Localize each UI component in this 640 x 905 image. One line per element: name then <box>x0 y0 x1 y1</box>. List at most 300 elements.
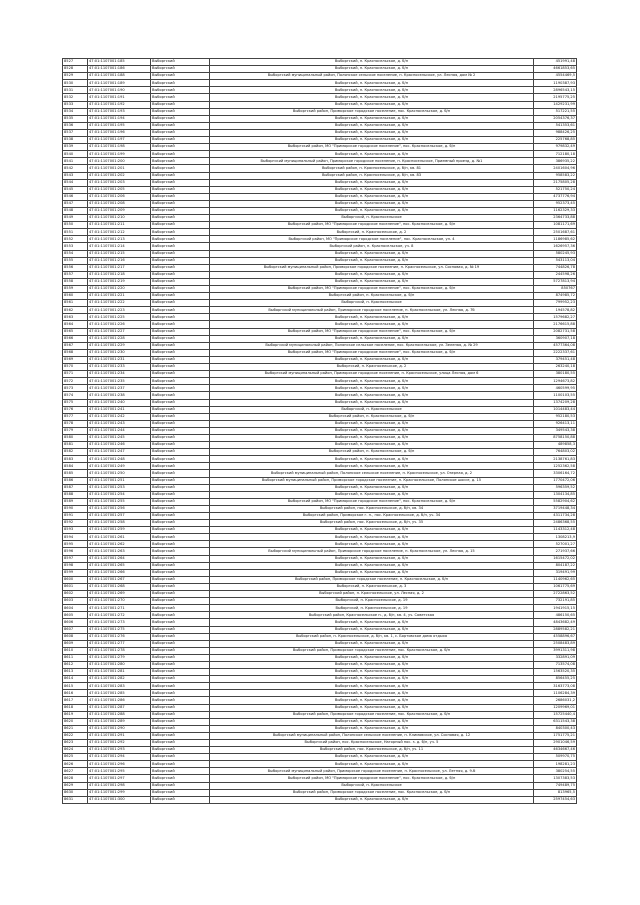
district-name: Выборгский <box>151 286 210 293</box>
cadastral-number: 47:01:1107001:198 <box>88 144 151 151</box>
cadastral-number: 47:01:1107001:283 <box>88 683 151 690</box>
cadastral-value: 4843682,49 <box>534 619 577 626</box>
address: Выборгский район, Приморское городское поселение, пос. Красносельское, д. б/н <box>210 789 534 796</box>
address: Выборгский, п. Красносельское, д. б/н <box>210 151 534 158</box>
cadastral-value: 1307383,53 <box>534 775 577 782</box>
cadastral-value: 952180,53 <box>534 413 577 420</box>
address: Выборгский муниципальный район, Полянское сельское поселение, п. Красносельское, ул. Озерная, д. 2 <box>210 470 534 477</box>
district-name: Выборгский <box>151 520 210 527</box>
table-row <box>63 335 577 342</box>
row-number: 8625 <box>63 754 88 761</box>
table-row <box>63 257 577 264</box>
cadastral-value: 527001,27 <box>534 541 577 548</box>
cadastral-number: 47:01:1107001:288 <box>88 711 151 718</box>
row-number: 8592 <box>63 520 88 527</box>
address: Выборгский район, п. Красносельское, д. б/н <box>210 293 534 300</box>
row-number: 8618 <box>63 704 88 711</box>
district-name: Выборгский <box>151 243 210 250</box>
cadastral-value: 1081171,69 <box>534 222 577 229</box>
row-number: 8540 <box>63 151 88 158</box>
row-number: 8600 <box>63 576 88 583</box>
cadastral-number: 47:01:1107001:247 <box>88 449 151 456</box>
cadastral-value: 1429231,99 <box>534 101 577 108</box>
cadastral-number: 47:01:1107001:191 <box>88 94 151 101</box>
address: Выборгский, п. Красносельское, д. 2 <box>210 229 534 236</box>
row-number: 8597 <box>63 555 88 562</box>
cadastral-value: 380254,55 <box>534 768 577 775</box>
address: Выборгский, п. Красносельское, д. б/н <box>210 491 534 498</box>
cadastral-number: 47:01:1107001:291 <box>88 732 151 739</box>
row-number: 8593 <box>63 527 88 534</box>
table-row <box>63 286 577 293</box>
cadastral-value: 732191,85 <box>534 598 577 605</box>
district-name: Выборгский <box>151 754 210 761</box>
row-number: 8558 <box>63 278 88 285</box>
district-name: Выборгский <box>151 399 210 406</box>
row-number: 8591 <box>63 513 88 520</box>
cadastral-number: 47:01:1107001:212 <box>88 229 151 236</box>
row-number: 8613 <box>63 669 88 676</box>
cadastral-value: 2222337,61 <box>534 349 577 356</box>
cadastral-value: 225768,85 <box>534 137 577 144</box>
address: Выборгский, п. Красносельское, д. б/н <box>210 66 534 73</box>
district-name: Выборгский <box>151 129 210 136</box>
row-number: 8604 <box>63 605 88 612</box>
cadastral-value: 3306164,72 <box>534 470 577 477</box>
cadastral-number: 47:01:1107001:293 <box>88 747 151 754</box>
district-name: Выборгский <box>151 470 210 477</box>
district-name: Выборгский <box>151 626 210 633</box>
address: Выборгский, п. Красносельское, д. б/н <box>210 392 534 399</box>
row-number: 8585 <box>63 470 88 477</box>
cadastral-value: 874985,72 <box>534 293 577 300</box>
row-number: 8557 <box>63 271 88 278</box>
address: Выборгский, п. Красносельское, д. б/н <box>210 314 534 321</box>
row-number: 8582 <box>63 449 88 456</box>
address: Выборгский муниципальный район, Полянское сельское поселение, п. Красносельское, ул. Лесная, дом № 2 <box>210 73 534 80</box>
cadastral-number: 47:01:1107001:189 <box>88 80 151 87</box>
cadastral-number: 47:01:1107001:258 <box>88 520 151 527</box>
cadastral-value: 509970,75 <box>534 754 577 761</box>
cadastral-number: 47:01:1107001:263 <box>88 548 151 555</box>
cadastral-number: 47:01:1107001:200 <box>88 158 151 165</box>
table-body <box>63 59 577 804</box>
cadastral-value: 1751775,21 <box>534 732 577 739</box>
row-number: 8605 <box>63 612 88 619</box>
district-name: Выборгский <box>151 151 210 158</box>
cadastral-value: 958583,22 <box>534 172 577 179</box>
district-name: Выборгский <box>151 200 210 207</box>
cadastral-value: 4661853,65 <box>534 66 577 73</box>
table-row <box>63 151 577 158</box>
cadastral-value: 3163773,08 <box>534 683 577 690</box>
cadastral-number: 47:01:1107001:235 <box>88 378 151 385</box>
cadastral-number: 47:01:1107001:276 <box>88 633 151 640</box>
row-number: 8595 <box>63 541 88 548</box>
cadastral-value: 1563520,35 <box>534 669 577 676</box>
cadastral-value: 1190387,93 <box>534 80 577 87</box>
address: Выборгский, п. Красносельское, д. б/н <box>210 697 534 704</box>
table-row <box>63 222 577 229</box>
row-number: 8621 <box>63 725 88 732</box>
address: Выборгский район, МО "Приморское городское поселение", пос. Красносельское, д. б/н <box>210 775 534 782</box>
cadastral-number: 47:01:1107001:271 <box>88 605 151 612</box>
row-number: 8602 <box>63 591 88 598</box>
cadastral-number: 47:01:1107001:233 <box>88 364 151 371</box>
cadastral-value: 2401604,96 <box>534 165 577 172</box>
table-row <box>63 477 577 484</box>
row-number: 8589 <box>63 498 88 505</box>
district-name: Выборгский <box>151 257 210 264</box>
cadastral-value: 1014483,44 <box>534 406 577 413</box>
table-row <box>63 122 577 129</box>
cadastral-value: 489858,3 <box>534 442 577 449</box>
table-row <box>63 144 577 151</box>
cadastral-number: 47:01:1107001:278 <box>88 647 151 654</box>
table-row <box>63 264 577 271</box>
table-row <box>63 243 577 250</box>
table-row <box>63 647 577 654</box>
table-row <box>63 406 577 413</box>
row-number: 8628 <box>63 775 88 782</box>
district-name: Выборгский <box>151 229 210 236</box>
cadastral-number: 47:01:1107001:261 <box>88 534 151 541</box>
table-row <box>63 236 577 243</box>
table-row <box>63 654 577 661</box>
cadastral-value: 1308213,9 <box>534 534 577 541</box>
cadastral-value: 319491,99 <box>534 569 577 576</box>
district-name: Выборгский <box>151 427 210 434</box>
cadastral-value: 1626957,36 <box>534 243 577 250</box>
row-number: 8608 <box>63 633 88 640</box>
cadastral-value: 486150,65 <box>534 612 577 619</box>
cadastral-value: 2889582,21 <box>534 626 577 633</box>
district-name: Выборгский <box>151 271 210 278</box>
district-name: Выборгский <box>151 690 210 697</box>
cadastral-number: 47:01:1107001:277 <box>88 640 151 647</box>
row-number: 8530 <box>63 80 88 87</box>
cadastral-number: 47:01:1107001:299 <box>88 789 151 796</box>
cadastral-number: 47:01:1107001:229 <box>88 342 151 349</box>
cadastral-number: 47:01:1107001:292 <box>88 740 151 747</box>
row-number: 8536 <box>63 122 88 129</box>
address: Выборгский район, МО "Приморское городское поселение", пос. Красносельское, д. б/н <box>210 286 534 293</box>
address: Выборгский, п. Красносельское, д. б/н <box>210 378 534 385</box>
cadastral-number: 47:01:1107001:185 <box>88 59 151 66</box>
cadastral-value: 1140962,65 <box>534 576 577 583</box>
table-row <box>63 80 577 87</box>
cadastral-number: 47:01:1107001:220 <box>88 286 151 293</box>
row-number: 8596 <box>63 548 88 555</box>
table-row <box>63 491 577 498</box>
table-row <box>63 541 577 548</box>
table-row <box>63 711 577 718</box>
row-number: 8553 <box>63 243 88 250</box>
district-name: Выборгский <box>151 179 210 186</box>
district-name: Выборгский <box>151 158 210 165</box>
table-row <box>63 193 577 200</box>
row-number: 8578 <box>63 420 88 427</box>
cadastral-value: 926413,11 <box>534 420 577 427</box>
row-number: 8570 <box>63 364 88 371</box>
row-number: 8544 <box>63 179 88 186</box>
table-row <box>63 789 577 796</box>
district-name: Выборгский <box>151 484 210 491</box>
address: Выборгский муниципальный район, Полянское сельское поселение, пос. Красносельское, ул. Зеленая, д. № 29 <box>210 342 534 349</box>
address: Выборгский муниципальный район, Приморское городское поселение, п. Красносельское, ул. Лесная, д. 15 <box>210 548 534 555</box>
district-name: Выборгский <box>151 725 210 732</box>
table-row <box>63 115 577 122</box>
cadastral-value: 1615472,02 <box>534 555 577 562</box>
table-row <box>63 718 577 725</box>
table-row <box>63 562 577 569</box>
address: Выборгский муниципальный район, Приморское городское поселение, п. Красносельское, ул. Сосновая, д. № 19 <box>210 264 534 271</box>
row-number: 8568 <box>63 349 88 356</box>
district-name: Выборгский <box>151 144 210 151</box>
row-number: 8551 <box>63 229 88 236</box>
row-number: 8603 <box>63 598 88 605</box>
table-row <box>63 94 577 101</box>
district-name: Выборгский <box>151 633 210 640</box>
cadastral-number: 47:01:1107001:228 <box>88 335 151 342</box>
district-name: Выборгский <box>151 293 210 300</box>
table-row <box>63 612 577 619</box>
address: Выборгский, п. Красносельское, д. б/н <box>210 101 534 108</box>
cadastral-value: 360907,18 <box>534 335 577 342</box>
row-number: 8627 <box>63 768 88 775</box>
address: Выборгский район, п. Красносельское, д. б/н, кв. 81 <box>210 165 534 172</box>
table-row <box>63 413 577 420</box>
address: Выборгский, п. Красносельское, д. б/н <box>210 754 534 761</box>
row-number: 8555 <box>63 257 88 264</box>
cadastral-value: 2138761,83 <box>534 456 577 463</box>
cadastral-number: 47:01:1107001:298 <box>88 782 151 789</box>
table-row <box>63 392 577 399</box>
cadastral-value: 2597454,63 <box>534 796 577 803</box>
row-number: 8566 <box>63 335 88 342</box>
table-row <box>63 669 577 676</box>
address: Выборгский, п. Красносельское, д. б/н <box>210 626 534 633</box>
row-number: 8584 <box>63 463 88 470</box>
cadastral-number: 47:01:1107001:270 <box>88 598 151 605</box>
table-row <box>63 583 577 590</box>
address: Выборгский, п. Красносельское, д. б/н <box>210 484 534 491</box>
address: Выборгский, п. Красносельское, д. б/н <box>210 463 534 470</box>
row-number: 8562 <box>63 307 88 314</box>
row-number: 8579 <box>63 427 88 434</box>
table-row <box>63 378 577 385</box>
table-row <box>63 690 577 697</box>
cadastral-value: 804187,22 <box>534 562 577 569</box>
row-number: 8535 <box>63 115 88 122</box>
address: Выборгский район, Приморское городское поселение, пос. Красносельское, д. б/н <box>210 108 534 115</box>
row-number: 8616 <box>63 690 88 697</box>
address: Выборгский, п. Красносельское, д. б/н <box>210 59 534 66</box>
district-name: Выборгский <box>151 513 210 520</box>
cadastral-number: 47:01:1107001:209 <box>88 207 151 214</box>
cadastral-value: 15725440,4 <box>534 711 577 718</box>
district-name: Выборгский <box>151 335 210 342</box>
district-name: Выборгский <box>151 364 210 371</box>
cadastral-value: 596359,52 <box>534 484 577 491</box>
address: Выборгский муниципальный район, Полянское сельское поселение, п. Климовское, ул. Сосновая, д. 12 <box>210 732 534 739</box>
cadastral-value: 271937,66 <box>534 548 577 555</box>
district-name: Выборгский <box>151 278 210 285</box>
cadastral-value: 1106284,39 <box>534 690 577 697</box>
row-number: 8576 <box>63 406 88 413</box>
cadastral-value: 3991311,98 <box>534 647 577 654</box>
cadastral-value: 580245,93 <box>534 250 577 257</box>
row-number: 8586 <box>63 477 88 484</box>
district-name: Выборгский <box>151 576 210 583</box>
district-name: Выборгский <box>151 186 210 193</box>
cadastral-value: 2364733,88 <box>534 215 577 222</box>
district-name: Выборгский <box>151 314 210 321</box>
district-name: Выборгский <box>151 619 210 626</box>
address: Выборгский район, Приморское городское поселение, п. Красносельское, д. б/н <box>210 576 534 583</box>
district-name: Выборгский <box>151 165 210 172</box>
district-name: Выборгский <box>151 676 210 683</box>
address: Выборгский, п. Красносельское, д. б/н <box>210 115 534 122</box>
table-row <box>63 172 577 179</box>
cadastral-number: 47:01:1107001:196 <box>88 129 151 136</box>
address: Выборгский, п. Красносельское, д. б/н <box>210 399 534 406</box>
table-row <box>63 683 577 690</box>
cadastral-number: 47:01:1107001:300 <box>88 796 151 803</box>
cadastral-value: 1304134,85 <box>534 491 577 498</box>
table-row <box>63 576 577 583</box>
row-number: 8563 <box>63 314 88 321</box>
cadastral-number: 47:01:1107001:257 <box>88 513 151 520</box>
row-number: 8619 <box>63 711 88 718</box>
district-name: Выборгский <box>151 740 210 747</box>
district-name: Выборгский <box>151 498 210 505</box>
row-number: 8548 <box>63 207 88 214</box>
address: Выборгский муниципальный район, Приморское городское поселение, п. Красносельское, ул. Летняя, д. 9-б <box>210 768 534 775</box>
cadastral-value: 6311543,38 <box>534 718 577 725</box>
address: Выборгский, п. Красносельское, д. б/н <box>210 456 534 463</box>
cadastral-number: 47:01:1107001:192 <box>88 101 151 108</box>
row-number: 8550 <box>63 222 88 229</box>
cadastral-number: 47:01:1107001:186 <box>88 66 151 73</box>
table-row <box>63 626 577 633</box>
cadastral-value: 2501687,61 <box>534 229 577 236</box>
address: Выборгский, п. Красносельское, д. б/н <box>210 796 534 803</box>
cadastral-value: 813965,5 <box>534 789 577 796</box>
district-name: Выборгский <box>151 548 210 555</box>
table-row <box>63 449 577 456</box>
district-name: Выборгский <box>151 378 210 385</box>
row-number: 8580 <box>63 434 88 441</box>
table-row <box>63 796 577 803</box>
table-row <box>63 598 577 605</box>
cadastral-number: 47:01:1107001:255 <box>88 498 151 505</box>
table-row <box>63 640 577 647</box>
address: Выборгский район, Красносельское п., д. б/н, кв. 4, уч. Советская <box>210 612 534 619</box>
cadastral-value: 713574,08 <box>534 661 577 668</box>
cadastral-number: 47:01:1107001:279 <box>88 654 151 661</box>
table-row <box>63 165 577 172</box>
row-number: 8546 <box>63 193 88 200</box>
address: Выборгский, п. Красносельское <box>210 782 534 789</box>
row-number: 8533 <box>63 101 88 108</box>
table-row <box>63 704 577 711</box>
row-number: 8612 <box>63 661 88 668</box>
table-row <box>63 548 577 555</box>
cadastral-value: 1186985,62 <box>534 236 577 243</box>
district-name: Выборгский <box>151 591 210 598</box>
district-name: Выборгский <box>151 491 210 498</box>
district-name: Выборгский <box>151 782 210 789</box>
cadastral-value: 8758150,88 <box>534 434 577 441</box>
address: Выборгский район, п. Красносельское, д. б/н <box>210 449 534 456</box>
district-name: Выборгский <box>151 94 210 101</box>
cadastral-number: 47:01:1107001:238 <box>88 392 151 399</box>
row-number: 8631 <box>63 796 88 803</box>
district-name: Выборгский <box>151 434 210 441</box>
table-row <box>63 619 577 626</box>
cadastral-value: 1061775,69 <box>534 583 577 590</box>
row-number: 8552 <box>63 236 88 243</box>
cadastral-number: 47:01:1107001:240 <box>88 399 151 406</box>
address: Выборгский, п. Красносельское, д. б/н <box>210 434 534 441</box>
cadastral-number: 47:01:1107001:208 <box>88 200 151 207</box>
district-name: Выборгский <box>151 562 210 569</box>
table-row <box>63 73 577 80</box>
row-number: 8529 <box>63 73 88 80</box>
table-row <box>63 207 577 214</box>
cadastral-number: 47:01:1107001:244 <box>88 427 151 434</box>
cadastral-number: 47:01:1107001:206 <box>88 193 151 200</box>
address: Выборгский муниципальный район, Приморское городское поселение, п. Красносельское, Приемный проезд, д. №1 <box>210 158 534 165</box>
cadastral-number: 47:01:1107001:216 <box>88 257 151 264</box>
address: Выборгский, п. Красносельское, д. б/н <box>210 442 534 449</box>
table-row <box>63 200 577 207</box>
cadastral-value: 4558896,67 <box>534 633 577 640</box>
address: Выборгский, п. Красносельское <box>210 300 534 307</box>
cadastral-number: 47:01:1107001:218 <box>88 271 151 278</box>
district-name: Выборгский <box>151 193 210 200</box>
cadastral-value: 1294673,82 <box>534 378 577 385</box>
address: Выборгский, п. Красносельское <box>210 406 534 413</box>
row-number: 8611 <box>63 654 88 661</box>
row-number: 8542 <box>63 165 88 172</box>
cadastral-value: 2195775,25 <box>534 94 577 101</box>
table-row <box>63 747 577 754</box>
table-row <box>63 768 577 775</box>
district-name: Выборгский <box>151 534 210 541</box>
district-name: Выборгский <box>151 207 210 214</box>
address: Выборгский район, пос. Красносельское, д. б/н, уч. 11 <box>210 747 534 754</box>
address: Выборгский район, МО "Приморское городское поселение", пос. Красносельское, д. б/н <box>210 498 534 505</box>
cadastral-number: 47:01:1107001:253 <box>88 484 151 491</box>
table-row <box>63 725 577 732</box>
cadastral-number: 47:01:1107001:221 <box>88 293 151 300</box>
address: Выборгский, п. Красносельское, д. б/н <box>210 654 534 661</box>
table-row <box>63 399 577 406</box>
table-row <box>63 356 577 363</box>
cadastral-value: 1941915,15 <box>534 605 577 612</box>
row-number: 8601 <box>63 583 88 590</box>
district-name: Выборгский <box>151 108 210 115</box>
cadastral-number: 47:01:1107001:266 <box>88 569 151 576</box>
cadastral-number: 47:01:1107001:202 <box>88 172 151 179</box>
district-name: Выборгский <box>151 654 210 661</box>
row-number: 8538 <box>63 137 88 144</box>
address: Выборгский, п. Красносельское, д. б/н <box>210 385 534 392</box>
cadastral-number: 47:01:1107001:268 <box>88 583 151 590</box>
row-number: 8577 <box>63 413 88 420</box>
